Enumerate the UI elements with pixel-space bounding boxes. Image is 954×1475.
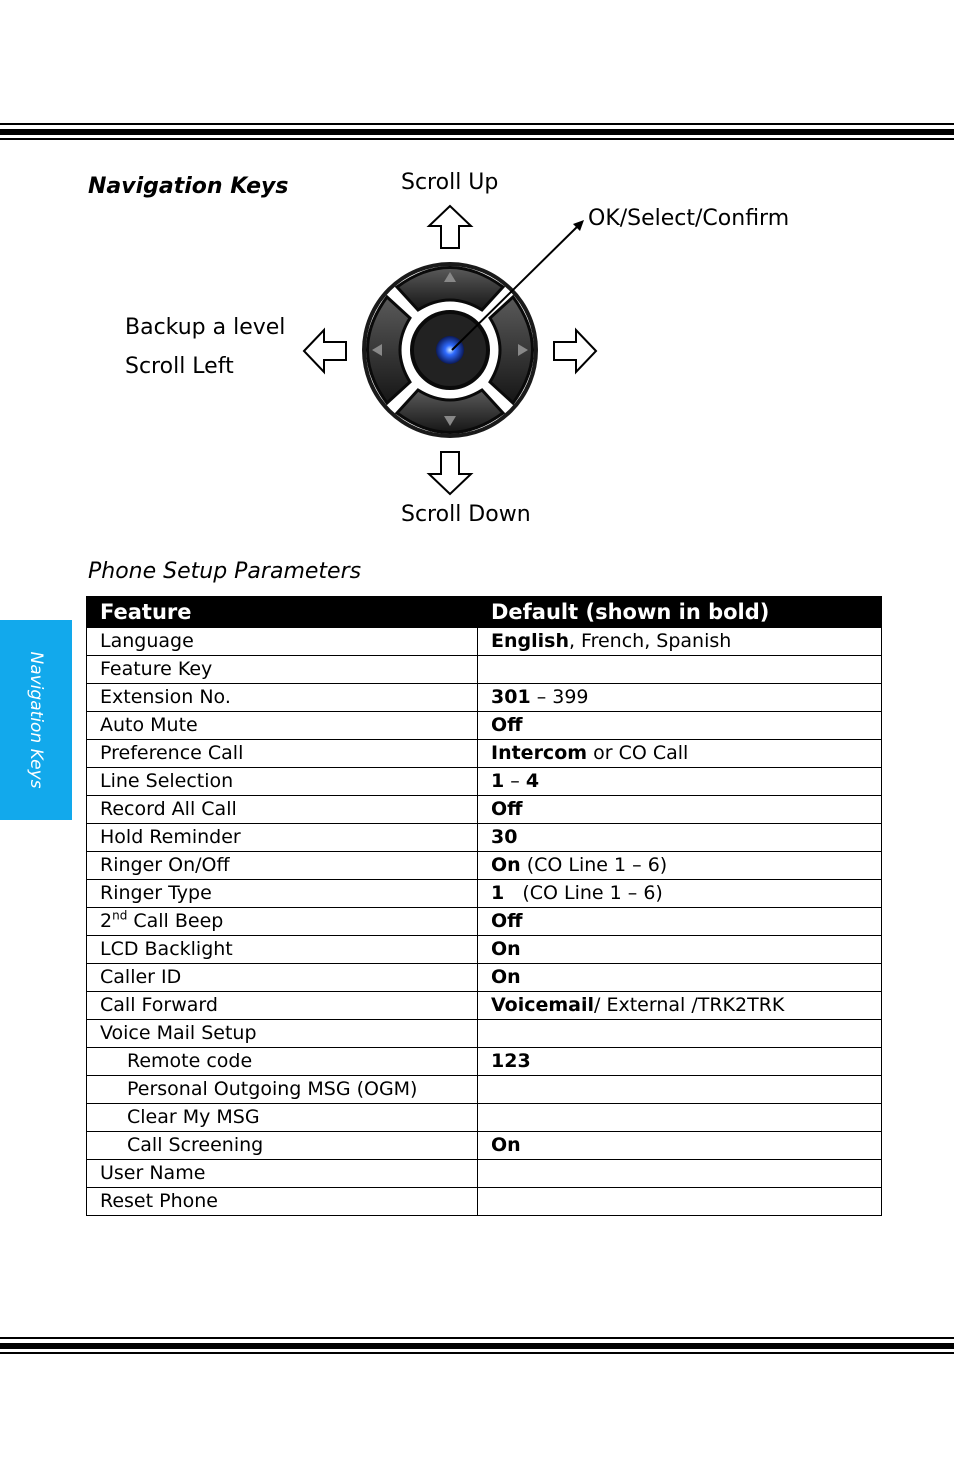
arrow-left-icon bbox=[304, 330, 346, 372]
header-default: Default (shown in bold) bbox=[478, 597, 882, 628]
arrow-down-icon bbox=[429, 452, 471, 494]
feature-cell: Extension No. bbox=[87, 684, 478, 712]
table-row bbox=[87, 1160, 882, 1188]
feature-cell: Ringer Type bbox=[87, 880, 478, 908]
table-row bbox=[87, 768, 882, 796]
default-cell bbox=[478, 1160, 882, 1188]
default-cell bbox=[478, 1104, 882, 1132]
backup-level-label: Backup a level bbox=[125, 315, 286, 340]
default-cell: 30 bbox=[478, 824, 882, 852]
feature-cell: Reset Phone bbox=[87, 1188, 478, 1216]
table-row bbox=[87, 740, 882, 768]
table-row bbox=[87, 936, 882, 964]
feature-cell: User Name bbox=[87, 1160, 478, 1188]
feature-cell: Remote code bbox=[87, 1048, 478, 1076]
table-row bbox=[87, 1188, 882, 1216]
table-header-row bbox=[87, 597, 882, 628]
feature-cell: Preference Call bbox=[87, 740, 478, 768]
feature-cell: Record All Call bbox=[87, 796, 478, 824]
default-cell bbox=[478, 656, 882, 684]
phone-setup-table bbox=[86, 596, 882, 1216]
feature-cell: Call Forward bbox=[87, 992, 478, 1020]
table-row bbox=[87, 628, 882, 656]
default-cell bbox=[478, 1076, 882, 1104]
table-row bbox=[87, 656, 882, 684]
table-row bbox=[87, 880, 882, 908]
table-row bbox=[87, 1132, 882, 1160]
default-cell: English, French, Spanish bbox=[478, 628, 882, 656]
feature-cell: Language bbox=[87, 628, 478, 656]
feature-cell: Hold Reminder bbox=[87, 824, 478, 852]
phone-setup-title: Phone Setup Parameters bbox=[88, 559, 362, 584]
feature-cell: Auto Mute bbox=[87, 712, 478, 740]
navigation-pad bbox=[362, 262, 538, 438]
default-cell: On bbox=[478, 1132, 882, 1160]
table-row bbox=[87, 1048, 882, 1076]
table-row bbox=[87, 992, 882, 1020]
default-cell: Off bbox=[478, 908, 882, 936]
feature-cell: Clear My MSG bbox=[87, 1104, 478, 1132]
feature-cell: 2nd Call Beep bbox=[87, 908, 478, 936]
default-cell bbox=[478, 1188, 882, 1216]
scroll-up-label: Scroll Up bbox=[401, 170, 499, 195]
default-cell bbox=[478, 1020, 882, 1048]
arrow-right-icon bbox=[554, 330, 596, 372]
arrow-up-icon bbox=[429, 206, 471, 248]
feature-cell: Voice Mail Setup bbox=[87, 1020, 478, 1048]
feature-cell: Ringer On/Off bbox=[87, 852, 478, 880]
feature-cell: Caller ID bbox=[87, 964, 478, 992]
default-cell: Voicemail/ External /TRK2TRK bbox=[478, 992, 882, 1020]
feature-cell: LCD Backlight bbox=[87, 936, 478, 964]
scroll-down-label: Scroll Down bbox=[401, 502, 531, 527]
table-row bbox=[87, 1076, 882, 1104]
default-cell: On bbox=[478, 964, 882, 992]
table-row bbox=[87, 824, 882, 852]
feature-cell: Call Screening bbox=[87, 1132, 478, 1160]
navigation-keys-title: Navigation Keys bbox=[88, 174, 289, 199]
default-cell: 1 (CO Line 1 – 6) bbox=[478, 880, 882, 908]
feature-cell: Personal Outgoing MSG (OGM) bbox=[87, 1076, 478, 1104]
ok-select-label: OK/Select/Confirm bbox=[588, 206, 790, 231]
table-row bbox=[87, 852, 882, 880]
default-cell: 1 – 4 bbox=[478, 768, 882, 796]
default-cell: Off bbox=[478, 796, 882, 824]
feature-cell: Line Selection bbox=[87, 768, 478, 796]
table-row bbox=[87, 1020, 882, 1048]
default-cell: 301 – 399 bbox=[478, 684, 882, 712]
default-cell: On (CO Line 1 – 6) bbox=[478, 852, 882, 880]
default-cell: Intercom or CO Call bbox=[478, 740, 882, 768]
navigation-diagram bbox=[0, 0, 954, 560]
table-row bbox=[87, 796, 882, 824]
table-row bbox=[87, 964, 882, 992]
scroll-left-label: Scroll Left bbox=[125, 354, 234, 379]
side-tab bbox=[0, 620, 72, 820]
table-row bbox=[87, 1104, 882, 1132]
default-cell: 123 bbox=[478, 1048, 882, 1076]
default-cell: On bbox=[478, 936, 882, 964]
feature-cell: Feature Key bbox=[87, 656, 478, 684]
side-tab-label: Navigation Keys bbox=[26, 651, 46, 789]
table-row bbox=[87, 908, 882, 936]
header-feature: Feature bbox=[87, 597, 478, 628]
table-row bbox=[87, 712, 882, 740]
default-cell: Off bbox=[478, 712, 882, 740]
table-row bbox=[87, 684, 882, 712]
